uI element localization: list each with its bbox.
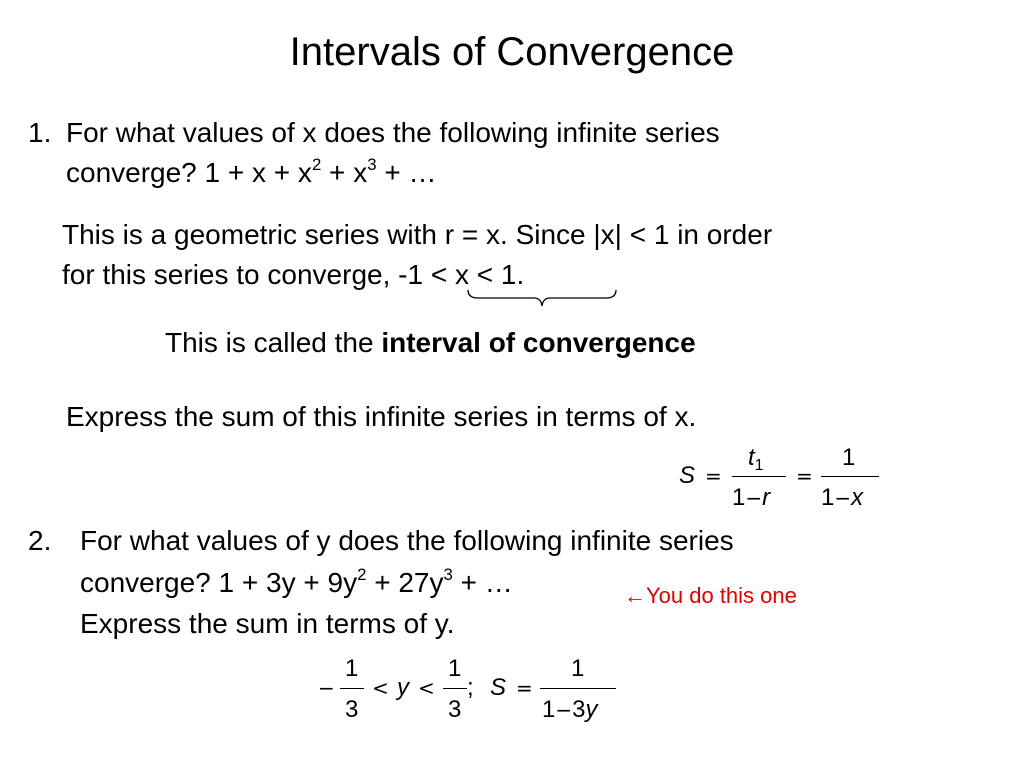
you-do-this-note: ←You do this one [624,583,797,608]
interval-expression: -1 < x < 1 [398,259,517,290]
interval-caption-text: This is called the [165,327,382,358]
denominator-one: 1 [542,696,556,723]
ratio-variable: r [762,484,771,511]
equals-sign: = [796,464,813,488]
fraction-bar [732,476,786,477]
semicolon: ; [467,674,474,701]
question-1-line-2-text: converge? 1 + x + x [66,157,312,188]
fraction-denominator [732,484,770,512]
question-1-line-2 [66,156,436,190]
interval-caption [165,326,696,360]
period: . [516,259,525,290]
express-1: Express the sum of this infinite series in terms of x. [66,401,697,432]
denominator-one: 1 [821,484,835,511]
first-term: t [748,444,755,471]
answer-1-line-2 [62,258,524,292]
fraction-bar [443,688,467,689]
question-2-line-3: Express the sum in terms of y. [80,608,455,639]
less-than-sign: < [418,676,435,700]
fraction-bar [540,688,616,689]
exponent: 3 [367,154,377,174]
interval-term: interval of convergence [381,327,696,358]
sum-symbol: S [490,674,507,701]
exponent: 3 [443,564,453,584]
underbrace-icon [466,288,618,308]
question-2-line-2 [80,566,513,600]
fraction-bar [821,476,879,477]
answer-1-line-1: This is a geometric series with r = x. Since |x| < 1 in order [62,219,773,250]
exponent: 2 [311,154,322,174]
series-tail: + … [376,157,437,188]
fraction-bar [340,688,364,689]
minus-sign: − [745,486,763,510]
question-2-line-2-text: converge? 1 + 3y + 9y [80,567,358,598]
question-2-line-1: For what values of y does the following infinite series [80,525,734,556]
exponent: 2 [357,564,367,584]
fraction-numerator: 1 [345,655,359,682]
fraction-numerator: 1 [571,655,585,682]
subscript: 1 [754,457,764,474]
minus-sign: − [318,676,335,700]
less-than-sign: < [372,676,389,700]
variable-y: y [397,674,409,701]
sum-symbol: S [679,462,696,489]
variable-y: y [585,696,598,723]
question-1-line-1: For what values of x does the following infinite series [66,117,720,148]
equals-sign: = [516,676,533,700]
minus-sign: − [555,698,573,722]
series-tail: + … [452,567,513,598]
fraction-denominator [821,484,863,512]
fraction-numerator: 1 [448,655,462,682]
minus-sign: − [834,486,852,510]
equals-sign: = [705,464,722,488]
fraction-denominator: 3 [448,696,462,723]
question-2-number: 2. [28,525,52,556]
fraction-denominator [542,696,597,724]
fraction-denominator: 3 [345,696,359,723]
coefficient: 3 [572,696,586,723]
question-1-number: 1. [28,117,52,148]
variable-x: x [851,484,864,511]
series-term: + 27y [366,567,444,598]
fraction-numerator [748,444,764,475]
slide-title: Intervals of Convergence [289,30,735,74]
series-term: + x [321,157,368,188]
denominator-one: 1 [732,484,746,511]
answer-1-line-2-text: for this series to converge, [62,259,399,290]
fraction-numerator: 1 [842,444,856,471]
